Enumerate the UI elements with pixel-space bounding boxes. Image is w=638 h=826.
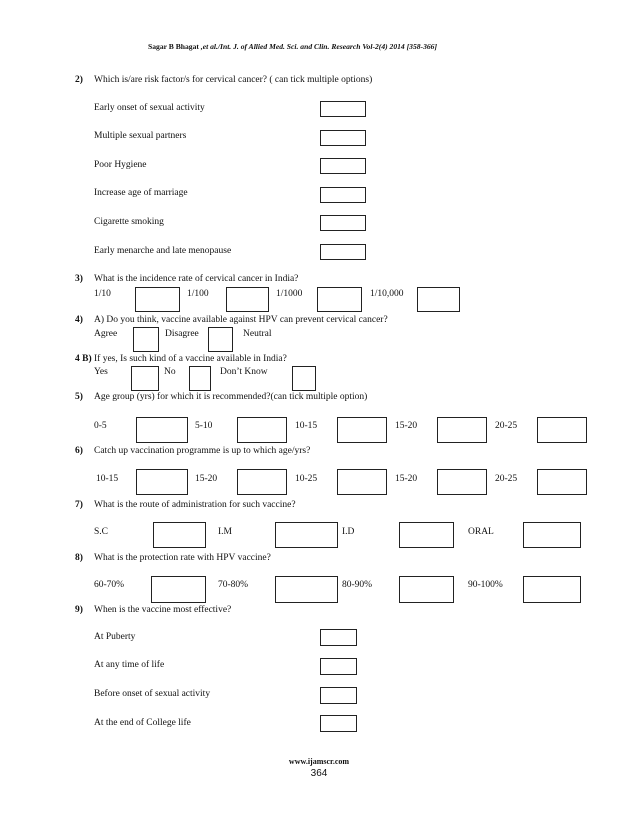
checkbox[interactable] — [153, 522, 206, 548]
option-label: 1/1000 — [276, 289, 303, 299]
page-number: 364 — [310, 768, 328, 779]
checkbox[interactable] — [337, 469, 387, 495]
checkbox[interactable] — [131, 366, 159, 391]
checkbox[interactable] — [320, 101, 366, 117]
option-label: 70-80% — [218, 580, 249, 590]
option-label: S.C — [94, 527, 108, 537]
option-label: Early menarche and late menopause — [94, 246, 232, 256]
option-label: 15-20 — [195, 474, 218, 484]
checkbox[interactable] — [320, 130, 366, 146]
checkbox[interactable] — [133, 327, 159, 352]
option-label: 20-25 — [495, 474, 518, 484]
checkbox[interactable] — [189, 366, 211, 391]
option-label: I.D — [342, 527, 355, 537]
running-header — [148, 42, 437, 51]
option-label: Multiple sexual partners — [94, 131, 187, 141]
option-label: Cigarette smoking — [94, 217, 164, 227]
option-label: 1/10 — [94, 289, 111, 299]
option-label: 20-25 — [495, 421, 518, 431]
option-label: 15-20 — [395, 421, 418, 431]
question-number: 4) — [75, 315, 83, 325]
option-label: No — [164, 367, 176, 377]
question-number: 4 B) — [75, 354, 92, 364]
option-label: At any time of life — [94, 660, 165, 670]
question-text: If yes, Is such kind of a vaccine available in India? — [91, 354, 287, 364]
checkbox[interactable] — [136, 469, 188, 495]
option-label: 10-25 — [295, 474, 318, 484]
checkbox[interactable] — [226, 287, 269, 312]
checkbox[interactable] — [320, 215, 366, 231]
option-label: 0-5 — [94, 421, 107, 431]
checkbox[interactable] — [320, 715, 357, 732]
checkbox[interactable] — [417, 287, 460, 312]
option-label: Increase age of marriage — [94, 188, 188, 198]
option-label: Early onset of sexual activity — [94, 103, 205, 113]
question-number: 7) — [75, 500, 83, 510]
option-label: Yes — [94, 367, 108, 377]
checkbox[interactable] — [292, 366, 316, 391]
question-number: 6) — [75, 446, 83, 456]
checkbox[interactable] — [537, 469, 587, 495]
checkbox[interactable] — [237, 417, 287, 443]
header-citation: ,et al./Int. J. of Allied Med. Sci. and Clin. Research Vol-2(4) 2014 [358-366] — [198, 42, 437, 51]
question-text: What is the incidence rate of cervical cancer in India? — [94, 274, 299, 284]
checkbox[interactable] — [523, 576, 581, 603]
option-label: 15-20 — [395, 474, 418, 484]
question-text: Catch up vaccination programme is up to which age/yrs? — [94, 446, 311, 456]
option-label: At the end of College life — [94, 718, 191, 728]
option-label: 10-15 — [295, 421, 318, 431]
option-label: Poor Hygiene — [94, 160, 147, 170]
checkbox[interactable] — [275, 576, 338, 603]
option-label: ORAL — [468, 527, 494, 537]
option-label: 5-10 — [195, 421, 213, 431]
option-label: 60-70% — [94, 580, 125, 590]
checkbox[interactable] — [523, 522, 581, 548]
checkbox[interactable] — [135, 287, 180, 312]
option-label: 10-15 — [96, 474, 119, 484]
question-text: When is the vaccine most effective? — [94, 605, 232, 615]
question-text: Which is/are risk factor/s for cervical cancer? ( can tick multiple options) — [94, 75, 373, 85]
header-author: Sagar B Bhagat — [148, 42, 199, 51]
checkbox[interactable] — [399, 522, 454, 548]
question-4b — [75, 354, 287, 364]
option-label: Before onset of sexual activity — [94, 689, 211, 699]
option-label: Agree — [94, 329, 118, 339]
question-text: A) Do you think, vaccine available against HPV can prevent cervical cancer? — [94, 315, 388, 325]
checkbox[interactable] — [320, 158, 366, 174]
checkbox[interactable] — [208, 327, 233, 352]
option-label: 90-100% — [468, 580, 503, 590]
option-label: I.M — [218, 527, 232, 537]
checkbox[interactable] — [320, 629, 357, 646]
checkbox[interactable] — [237, 469, 287, 495]
checkbox[interactable] — [537, 417, 587, 443]
footer-url: www.ijamscr.com — [288, 757, 350, 766]
question-text: Age group (yrs) for which it is recommended?(can tick multiple option) — [94, 392, 368, 402]
checkbox[interactable] — [320, 187, 366, 203]
question-number: 5) — [75, 392, 83, 402]
checkbox[interactable] — [320, 687, 357, 704]
option-label: At Puberty — [94, 632, 136, 642]
option-label: Don’t Know — [220, 367, 268, 377]
question-number: 9) — [75, 605, 83, 615]
checkbox[interactable] — [136, 417, 188, 443]
checkbox[interactable] — [337, 417, 387, 443]
checkbox[interactable] — [399, 576, 454, 603]
checkbox[interactable] — [437, 417, 487, 443]
option-label: Neutral — [243, 329, 272, 339]
option-label: 80-90% — [342, 580, 373, 590]
question-number: 8) — [75, 553, 83, 563]
question-number: 2) — [75, 75, 83, 85]
checkbox[interactable] — [320, 244, 366, 260]
option-label: 1/10,000 — [370, 289, 404, 299]
option-label: Disagree — [165, 329, 199, 339]
checkbox[interactable] — [320, 658, 357, 675]
question-text: What is the protection rate with HPV vaccine? — [94, 553, 271, 563]
checkbox[interactable] — [317, 287, 362, 312]
option-label: 1/100 — [187, 289, 209, 299]
checkbox[interactable] — [151, 576, 206, 603]
checkbox[interactable] — [437, 469, 487, 495]
question-text: What is the route of administration for such vaccine? — [94, 500, 296, 510]
checkbox[interactable] — [275, 522, 338, 548]
question-number: 3) — [75, 274, 83, 284]
